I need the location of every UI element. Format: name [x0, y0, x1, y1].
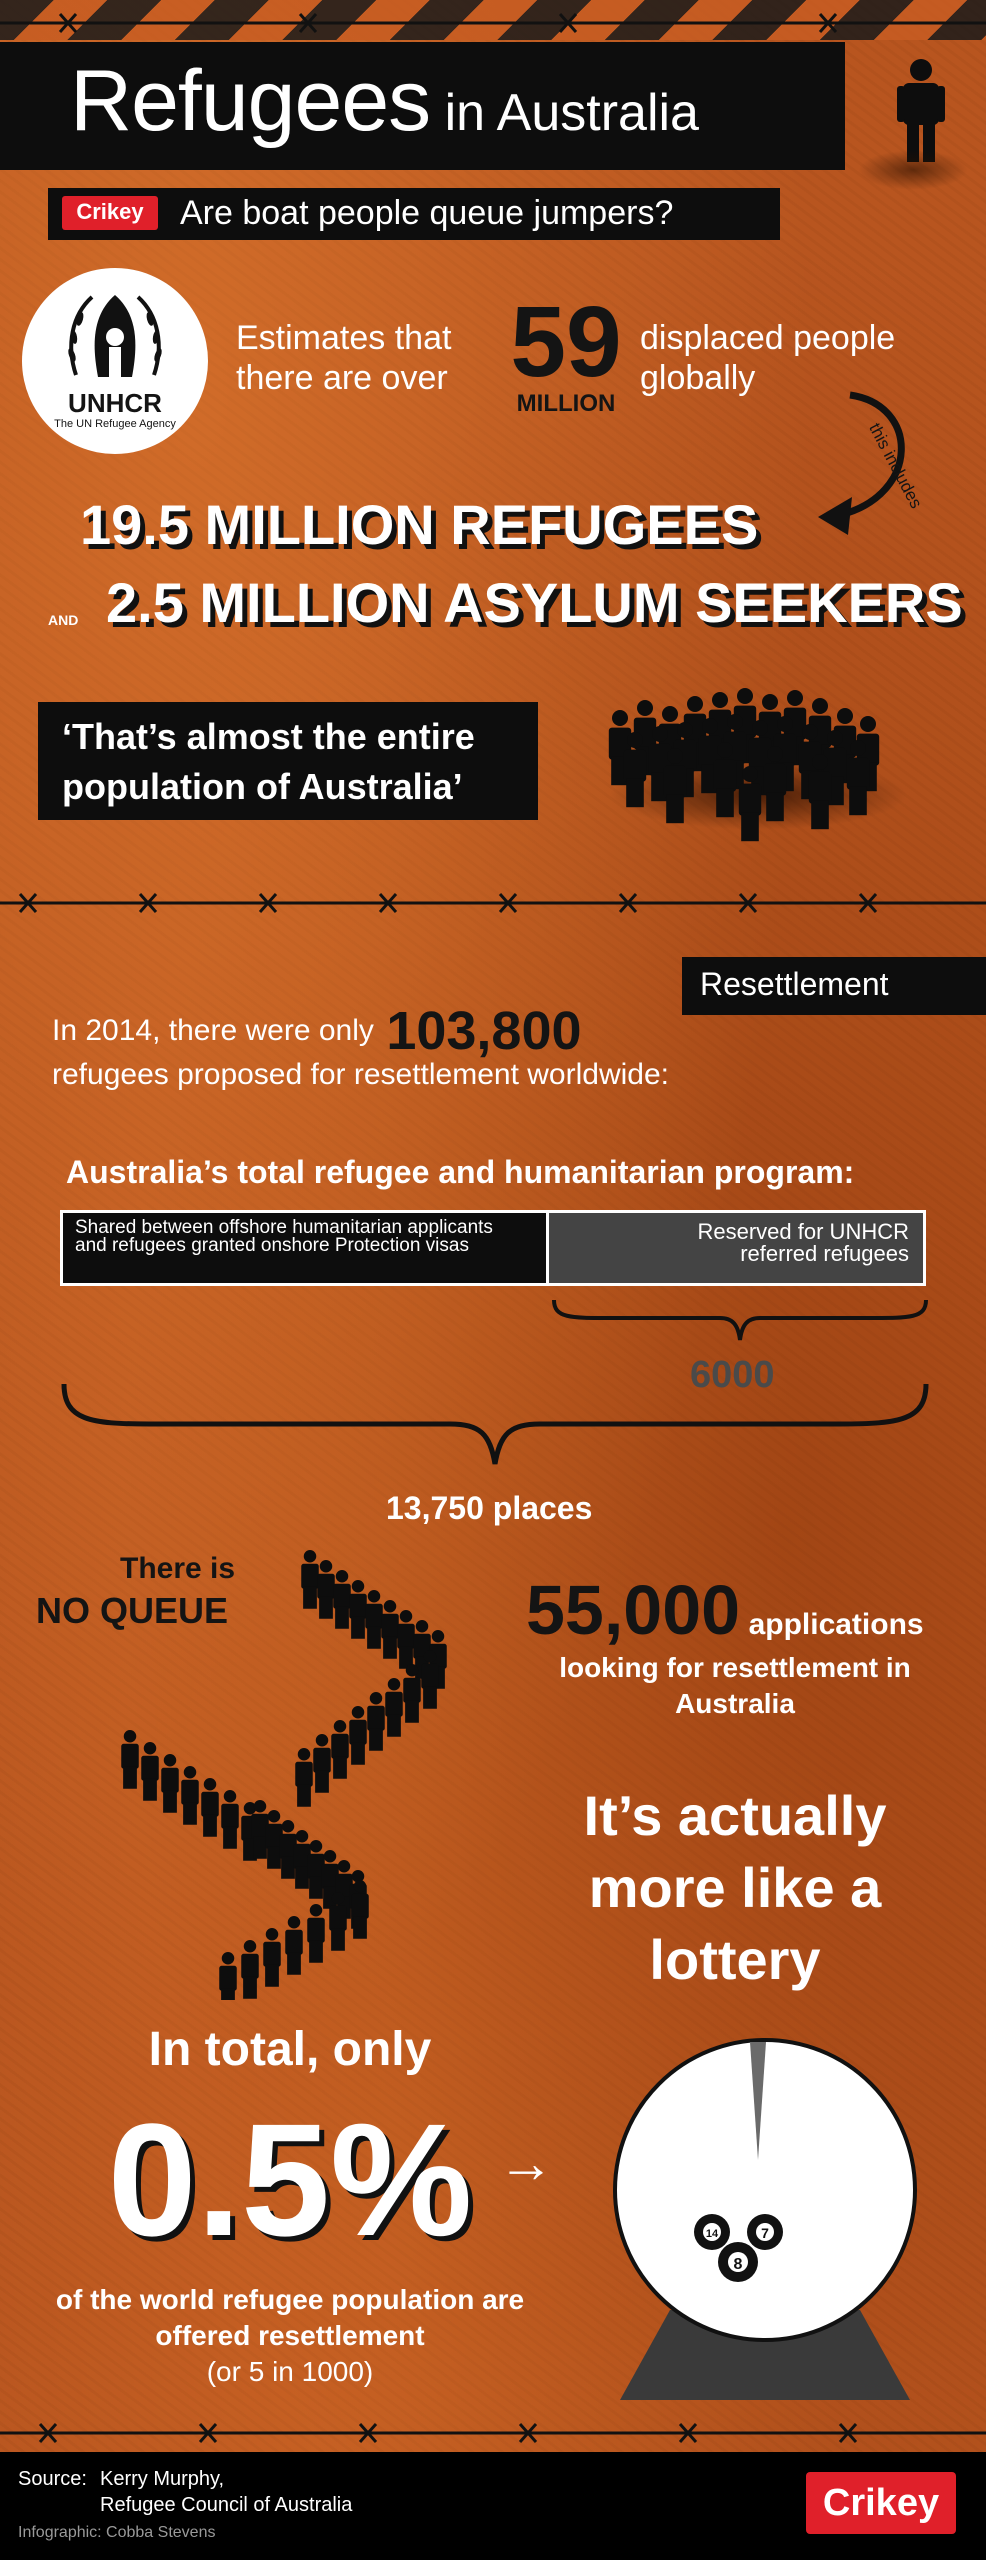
estimate-unit: MILLION [516, 390, 616, 417]
small-brace-icon [550, 1296, 930, 1346]
program-bar-right-text: Reserved for UNHCR referred refugees [697, 1219, 909, 1266]
person-icon [893, 58, 949, 162]
page-title [70, 52, 699, 162]
estimate-trail: displaced people globally [640, 319, 896, 397]
crikey-badge-text: Crikey [76, 199, 144, 224]
resettlement-lead: In 2014, there were only [52, 1014, 374, 1047]
unhcr-logo-text: UNHCR [68, 388, 162, 418]
crowd-icon [600, 670, 910, 860]
footer-brand-text: Crikey [822, 2482, 940, 2524]
title-main: Refugees [70, 53, 431, 149]
program-bar-left-text: Shared between offshore humanitarian applicants and refugees granted onshore Protection visas [75, 1217, 493, 1256]
queue-people-icon [110, 1540, 470, 2000]
footer-source-org: Refugee Council of Australia [100, 2494, 353, 2516]
lottery-machine-icon [600, 2030, 930, 2410]
resettlement-number: 103,800 [386, 1001, 582, 1061]
resettlement-line1 [52, 1000, 582, 1062]
quote-text: ‘That’s almost the entire population of Australia’ [62, 716, 475, 807]
total-lead: In total, only [148, 2023, 432, 2076]
unhcr-emblem-icon [62, 285, 168, 385]
total-places: 13,750 places [386, 1490, 593, 1526]
unhcr-logo-subtext: The UN Refugee Agency [54, 418, 176, 430]
person-shadow [858, 150, 968, 190]
barbed-wire-middle [0, 888, 986, 918]
includes-label: this includes [865, 420, 926, 512]
resettlement-tag-text: Resettlement [700, 966, 889, 1002]
program-bar-right [549, 1213, 923, 1283]
queue-line1: There is [120, 1552, 236, 1585]
resettlement-line2: refugees proposed for resettlement worldwide: [52, 1058, 669, 1091]
title-sub: in Australia [444, 84, 699, 142]
total-percent: 0.5% [107, 2090, 473, 2269]
total-arrow: → [498, 2131, 554, 2194]
curved-arrow-icon [810, 385, 940, 545]
and-label: AND [48, 612, 79, 628]
barbed-wire-top [0, 8, 986, 38]
queue-line2: NO QUEUE [36, 1590, 229, 1631]
footer-source-name: Kerry Murphy, [100, 2468, 225, 2490]
refugees-count: 19.5 MILLION REFUGEES [80, 493, 759, 556]
applications-line [526, 1570, 924, 1650]
lottery-text: It’s actually more like a lottery [583, 1784, 887, 1991]
applications-number: 55,000 [526, 1571, 741, 1649]
ball-7: 7 [761, 2225, 769, 2241]
ball-8: 8 [733, 2256, 743, 2273]
barbed-wire-bottom [0, 2418, 986, 2448]
ball-14: 14 [705, 2228, 719, 2240]
program-bar [60, 1210, 926, 1286]
footer-source-label: Source: [18, 2468, 87, 2490]
large-brace-icon [60, 1380, 930, 1470]
total-desc: of the world refugee population are offered resettlement [55, 2284, 525, 2351]
unhcr-places-count: 6000 [690, 1354, 775, 1396]
program-title: Australia’s total refugee and humanitarian program: [66, 1154, 855, 1190]
total-paren: (or 5 in 1000) [206, 2356, 374, 2387]
asylum-count: 2.5 MILLION ASYLUM SEEKERS [106, 571, 963, 634]
applications-desc: looking for resettlement in Australia [559, 1652, 911, 1719]
applications-label: applications [748, 1608, 924, 1641]
question-text: Are boat people queue jumpers? [180, 194, 674, 232]
estimate-lead: Estimates that there are over [236, 319, 452, 397]
program-bar-left [63, 1213, 549, 1283]
footer-credit: Infographic: Cobba Stevens [18, 2524, 216, 2541]
estimate-number: 59 [510, 286, 622, 398]
